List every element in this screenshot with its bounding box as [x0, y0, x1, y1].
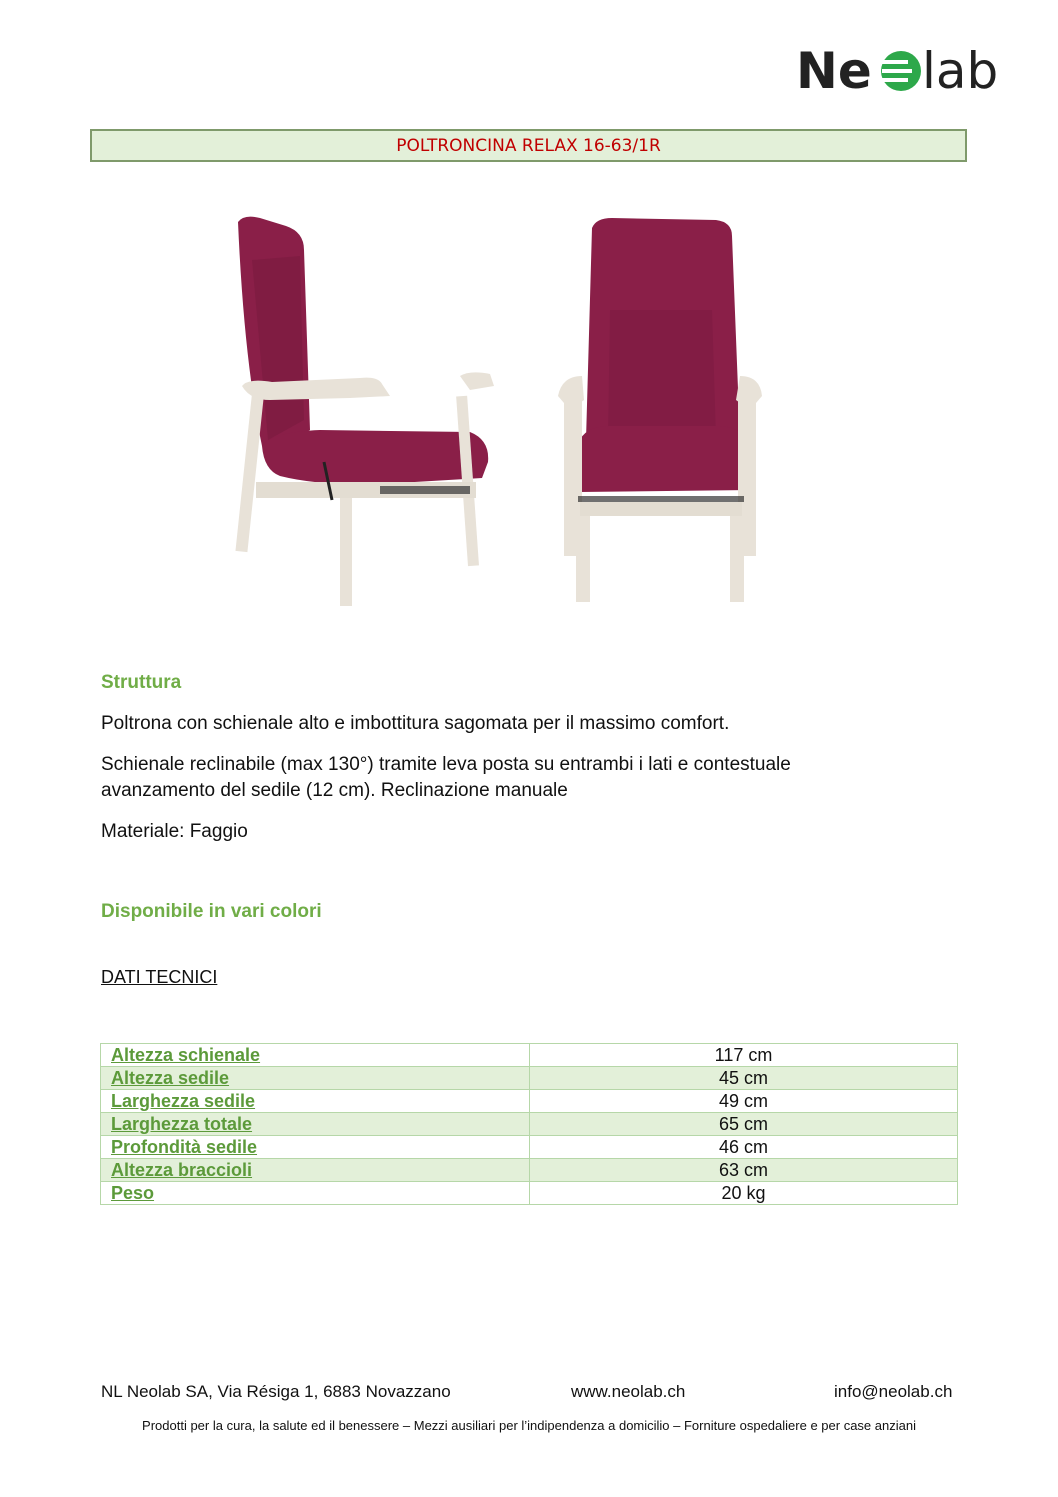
spec-value: 46 cm	[530, 1136, 958, 1159]
logo-text-ne: Ne	[796, 42, 872, 100]
chair-side-view	[235, 217, 494, 606]
specs-table	[100, 1043, 958, 1205]
spec-label: Larghezza sedile	[101, 1090, 530, 1113]
spec-value: 20 kg	[530, 1182, 958, 1205]
logo-o-mark	[881, 51, 921, 91]
table-row	[101, 1113, 958, 1136]
spec-label: Larghezza totale	[101, 1113, 530, 1136]
table-row	[101, 1136, 958, 1159]
neolab-logo	[794, 38, 1016, 102]
spec-label: Peso	[101, 1182, 530, 1205]
spec-label: Profondità sedile	[101, 1136, 530, 1159]
structure-heading: Struttura	[101, 672, 182, 693]
table-row	[101, 1090, 958, 1113]
colors-heading: Disponibile in vari colori	[101, 901, 322, 922]
footer-website-link[interactable]: www.neolab.ch	[571, 1382, 686, 1401]
footer-email-link[interactable]: info@neolab.ch	[834, 1382, 953, 1401]
structure-para-3: Materiale: Faggio	[101, 821, 248, 842]
chair-images	[200, 200, 800, 620]
spec-label: Altezza braccioli	[101, 1159, 530, 1182]
product-title: POLTRONCINA RELAX 16-63/1R	[90, 129, 967, 162]
tech-data-heading: DATI TECNICI	[101, 967, 218, 987]
spec-value: 65 cm	[530, 1113, 958, 1136]
table-row	[101, 1182, 958, 1205]
spec-label: Altezza schienale	[101, 1044, 530, 1067]
spec-value: 63 cm	[530, 1159, 958, 1182]
spec-label: Altezza sedile	[101, 1067, 530, 1090]
table-row	[101, 1044, 958, 1067]
structure-para-1: Poltrona con schienale alto e imbottitura sagomata per il massimo comfort.	[101, 713, 730, 734]
structure-para-2: Schienale reclinabile (max 130°) tramite leva posta su entrambi i lati e contestuale avanzamento del sedile (12 cm). Reclinazione manuale	[101, 754, 791, 801]
footer-address: NL Neolab SA, Via Résiga 1, 6883 Novazzano	[101, 1382, 451, 1401]
table-row	[101, 1067, 958, 1090]
logo-text-lab: lab	[922, 42, 999, 100]
table-row	[101, 1159, 958, 1182]
spec-value: 117 cm	[530, 1044, 958, 1067]
chair-front-view	[558, 218, 762, 602]
spec-value: 45 cm	[530, 1067, 958, 1090]
footer-tagline: Prodotti per la cura, la salute ed il benessere – Mezzi ausiliari per l’indipendenza a domicilio – Forniture ospedaliere e per case anziani	[142, 1418, 916, 1433]
spec-value: 49 cm	[530, 1090, 958, 1113]
